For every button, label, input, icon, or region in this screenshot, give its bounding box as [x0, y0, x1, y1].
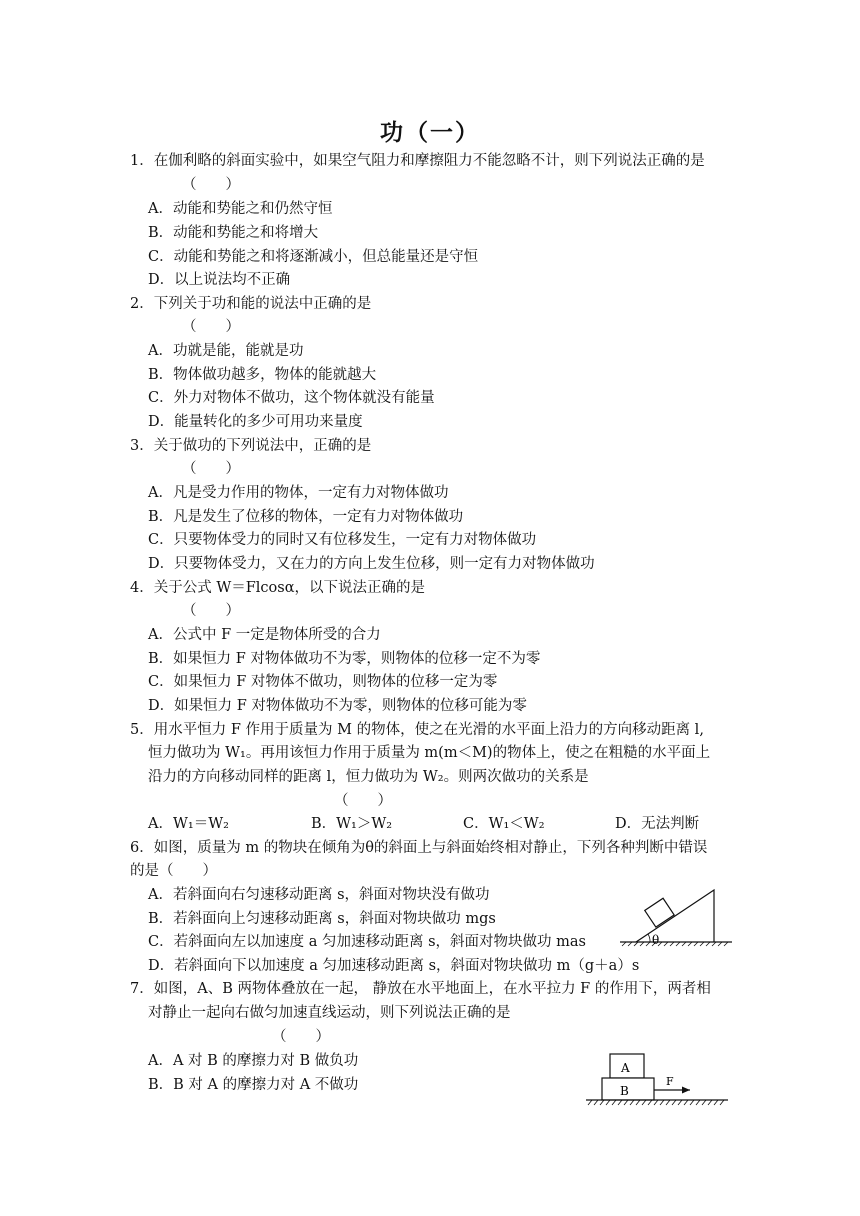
q2-option-b: B．物体做功越多，物体的能就越大	[148, 367, 377, 383]
q6-option-b: B．若斜面向上匀速移动距离 s，斜面对物块做功 mgs	[148, 911, 496, 927]
q7-stem-line2: 对静止一起向右做匀加速直线运动，则下列说法正确的是	[148, 1005, 511, 1021]
q6-option-c: C．若斜面向左以加速度 a 匀加速移动距离 s，斜面对物块做功 mas	[148, 934, 586, 950]
q5-stem-line2: 恒力做功为 W₁。再用该恒力作用于质量为 m(m＜M)的物体上，使之在粗糙的水平面上	[148, 745, 711, 761]
q4-option-b: B．如果恒力 F 对物体做功不为零，则物体的位移一定不为零	[148, 651, 541, 667]
incline-diagram	[616, 880, 736, 950]
block-on-incline	[645, 898, 674, 927]
q7-option-b: B．B 对 A 的摩擦力对 A 不做功	[148, 1077, 359, 1093]
q2-option-c: C．外力对物体不做功，这个物体就没有能量	[148, 390, 435, 406]
q1-option-a: A．动能和势能之和仍然守恒	[148, 201, 333, 217]
q5-option-b: B．W₁＞W₂	[311, 816, 393, 832]
q3-option-a: A．凡是受力作用的物体，一定有力对物体做功	[148, 485, 449, 501]
force-label: F	[666, 1075, 674, 1088]
q2-stem: 2．下列关于功和能的说法中正确的是	[130, 296, 372, 312]
q6-stem-line1: 6．如图，质量为 m 的物块在倾角为θ的斜面上与斜面始终相对静止，下列各种判断中错误	[130, 840, 708, 856]
ground-line	[620, 942, 732, 946]
q6-stem-line2: 的是（ ）	[130, 863, 217, 879]
q5-stem-line3: 沿力的方向移动同样的距离 l，恒力做功为 W₂。则两次做功的关系是	[148, 769, 589, 785]
q4-option-d: D．如果恒力 F 对物体做功不为零，则物体的位移可能为零	[148, 698, 527, 714]
q1-answer-paren: （ ）	[182, 177, 240, 193]
q4-option-a: A．公式中 F 一定是物体所受的合力	[148, 627, 381, 643]
floor-line	[586, 1100, 728, 1105]
q5-answer-paren: （ ）	[334, 793, 392, 809]
q3-option-d: D．只要物体受力，又在力的方向上发生位移，则一定有力对物体做功	[148, 556, 595, 572]
q1-option-b: B．动能和势能之和将增大	[148, 225, 319, 241]
page-title: 功（一）	[380, 119, 480, 146]
q5-option-c: C．W₁＜W₂	[463, 816, 545, 832]
q4-option-c: C．如果恒力 F 对物体不做功，则物体的位移一定为零	[148, 674, 498, 690]
q2-option-a: A．功就是能，能就是功	[148, 343, 304, 359]
q5-stem-line1: 5．用水平恒力 F 作用于质量为 M 的物体，使之在光滑的水平面上沿力的方向移动距离 l,	[130, 722, 704, 738]
stacked-blocks-diagram	[582, 1048, 732, 1112]
q3-option-b: B．凡是发生了位移的物体，一定有力对物体做功	[148, 509, 464, 525]
angle-arc	[648, 934, 650, 942]
q1-stem: 1．在伽利略的斜面实验中，如果空气阻力和摩擦阻力不能忽略不计，则下列说法正确的是	[130, 153, 705, 169]
q7-stem-line1: 7．如图，A、B 两物体叠放在一起， 静放在水平地面上，在水平拉力 F 的作用下，两者相	[130, 981, 711, 997]
force-arrow-head	[682, 1087, 690, 1094]
q6-option-d: D．若斜面向下以加速度 a 匀加速移动距离 s，斜面对物块做功 m（g＋a）s	[148, 958, 640, 974]
q1-option-d: D．以上说法均不正确	[148, 272, 291, 288]
q5-option-d: D．无法判断	[615, 816, 700, 832]
q5-option-a: A．W₁＝W₂	[148, 816, 229, 832]
q2-answer-paren: （ ）	[182, 319, 240, 335]
q2-option-d: D．能量转化的多少可用功来量度	[148, 414, 363, 430]
q3-option-c: C．只要物体受力的同时又有位移发生，一定有力对物体做功	[148, 532, 537, 548]
block-b-label: B	[620, 1084, 629, 1098]
q4-answer-paren: （ ）	[182, 603, 240, 619]
q4-stem: 4．关于公式 W＝Flcosα，以下说法正确的是	[130, 580, 426, 596]
q3-stem: 3．关于做功的下列说法中，正确的是	[130, 438, 372, 454]
angle-label: θ	[652, 933, 660, 947]
q3-answer-paren: （ ）	[182, 461, 240, 477]
block-a-label: A	[621, 1061, 630, 1075]
q7-option-a: A．A 对 B 的摩擦力对 B 做负功	[148, 1053, 359, 1069]
q6-option-a: A．若斜面向右匀速移动距离 s，斜面对物块没有做功	[148, 887, 490, 903]
q7-answer-paren: （ ）	[272, 1029, 330, 1045]
q1-option-c: C．动能和势能之和将逐渐减小，但总能量还是守恒	[148, 249, 479, 265]
